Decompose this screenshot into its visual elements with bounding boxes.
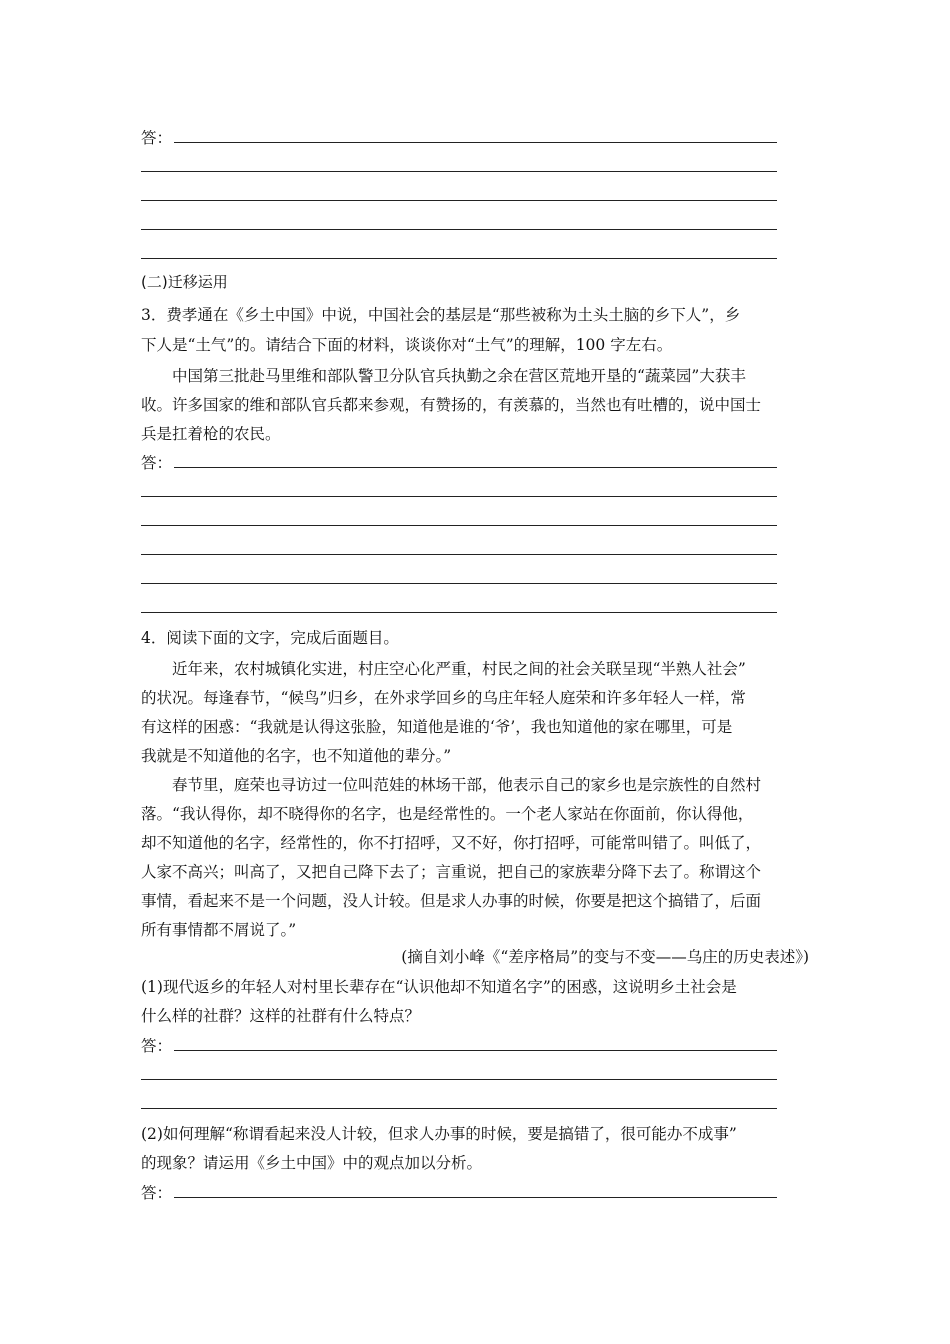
question-4-1-text: 什么样的社群？这样的社群有什么特点？ bbox=[141, 1007, 421, 1025]
passage-source: (摘自刘小峰《“差序格局”的变与不变——乌庄的历史表述》) bbox=[401, 948, 809, 966]
section-title: (二)迁移运用 bbox=[141, 273, 228, 291]
question-4-2-text: 的现象？请运用《乡土中国》中的观点加以分析。 bbox=[141, 1154, 483, 1172]
answer-label: 答： bbox=[141, 454, 173, 472]
question-4-intro: 4．阅读下面的文字，完成后面题目。 bbox=[141, 629, 399, 647]
answer-line[interactable] bbox=[174, 467, 777, 468]
answer-line[interactable] bbox=[174, 142, 777, 143]
answer-line[interactable] bbox=[141, 496, 777, 497]
passage-paragraph-2: 落。“我认得你，却不晓得你的名字，也是经常性的。一个老人家站在你面前，你认得他， bbox=[141, 805, 754, 823]
passage-paragraph-1: 的状况。每逢春节，“候鸟”归乡，在外求学回乡的乌庄年轻人庭荣和许多年轻人一样，常 bbox=[141, 689, 746, 707]
answer-line[interactable] bbox=[141, 229, 777, 230]
question-3-material: 兵是扛着枪的农民。 bbox=[141, 425, 281, 443]
answer-label: 答： bbox=[141, 1037, 173, 1055]
passage-paragraph-2: 却不知道他的名字，经常性的，你不打招呼，又不好，你打招呼，可能常叫错了。叫低了， bbox=[141, 834, 762, 852]
passage-paragraph-1: 有这样的困惑：“我就是认得这张脸，知道他是谁的‘爷’，我也知道他的家在哪里，可是 bbox=[141, 718, 733, 736]
question-4-2-text: (2)如何理解“称谓看起来没人计较，但求人办事的时候，要是搞错了，很可能办不成事” bbox=[141, 1125, 737, 1143]
answer-line[interactable] bbox=[141, 1079, 777, 1080]
answer-line[interactable] bbox=[141, 1108, 777, 1109]
answer-line[interactable] bbox=[141, 258, 777, 259]
passage-paragraph-1: 我就是不知道他的名字，也不知道他的辈分。” bbox=[141, 747, 452, 765]
question-3-text: 3．费孝通在《乡土中国》中说，中国社会的基层是“那些被称为土头土脑的乡下人”，乡 bbox=[141, 306, 741, 324]
answer-line[interactable] bbox=[141, 200, 777, 201]
question-4-1-text: (1)现代返乡的年轻人对村里长辈存在“认识他却不知道名字”的困惑，这说明乡土社会是 bbox=[141, 978, 737, 996]
answer-line[interactable] bbox=[174, 1197, 777, 1198]
answer-line[interactable] bbox=[141, 171, 777, 172]
passage-paragraph-2: 事情，看起来不是一个问题，没人计较。但是求人办事的时候，你要是把这个搞错了，后面 bbox=[141, 892, 762, 910]
answer-line[interactable] bbox=[141, 525, 777, 526]
answer-line[interactable] bbox=[174, 1050, 777, 1051]
question-3-material: 中国第三批赴马里维和部队警卫分队官兵执勤之余在营区荒地开垦的“蔬菜园”大获丰 bbox=[172, 367, 746, 385]
answer-line[interactable] bbox=[141, 612, 777, 613]
passage-paragraph-2: 所有事情都不屑说了。” bbox=[141, 921, 297, 939]
passage-paragraph-2: 人家不高兴；叫高了，又把自己降下去了；言重说，把自己的家族辈分降下去了。称谓这个 bbox=[141, 863, 762, 881]
passage-paragraph-1: 近年来，农村城镇化实进，村庄空心化严重，村民之间的社会关联呈现“半熟人社会” bbox=[172, 660, 746, 678]
passage-paragraph-2: 春节里，庭荣也寻访过一位叫范娃的林场干部，他表示自己的家乡也是宗族性的自然村 bbox=[172, 776, 762, 794]
question-3-material: 收。许多国家的维和部队官兵都来参观，有赞扬的，有羡慕的，当然也有吐槽的，说中国士 bbox=[141, 396, 762, 414]
question-3-text: 下人是“土气”的。请结合下面的材料，谈谈你对“土气”的理解，100 字左右。 bbox=[141, 336, 673, 354]
answer-line[interactable] bbox=[141, 583, 777, 584]
answer-label: 答： bbox=[141, 1184, 173, 1202]
answer-label: 答： bbox=[141, 129, 173, 147]
answer-line[interactable] bbox=[141, 554, 777, 555]
